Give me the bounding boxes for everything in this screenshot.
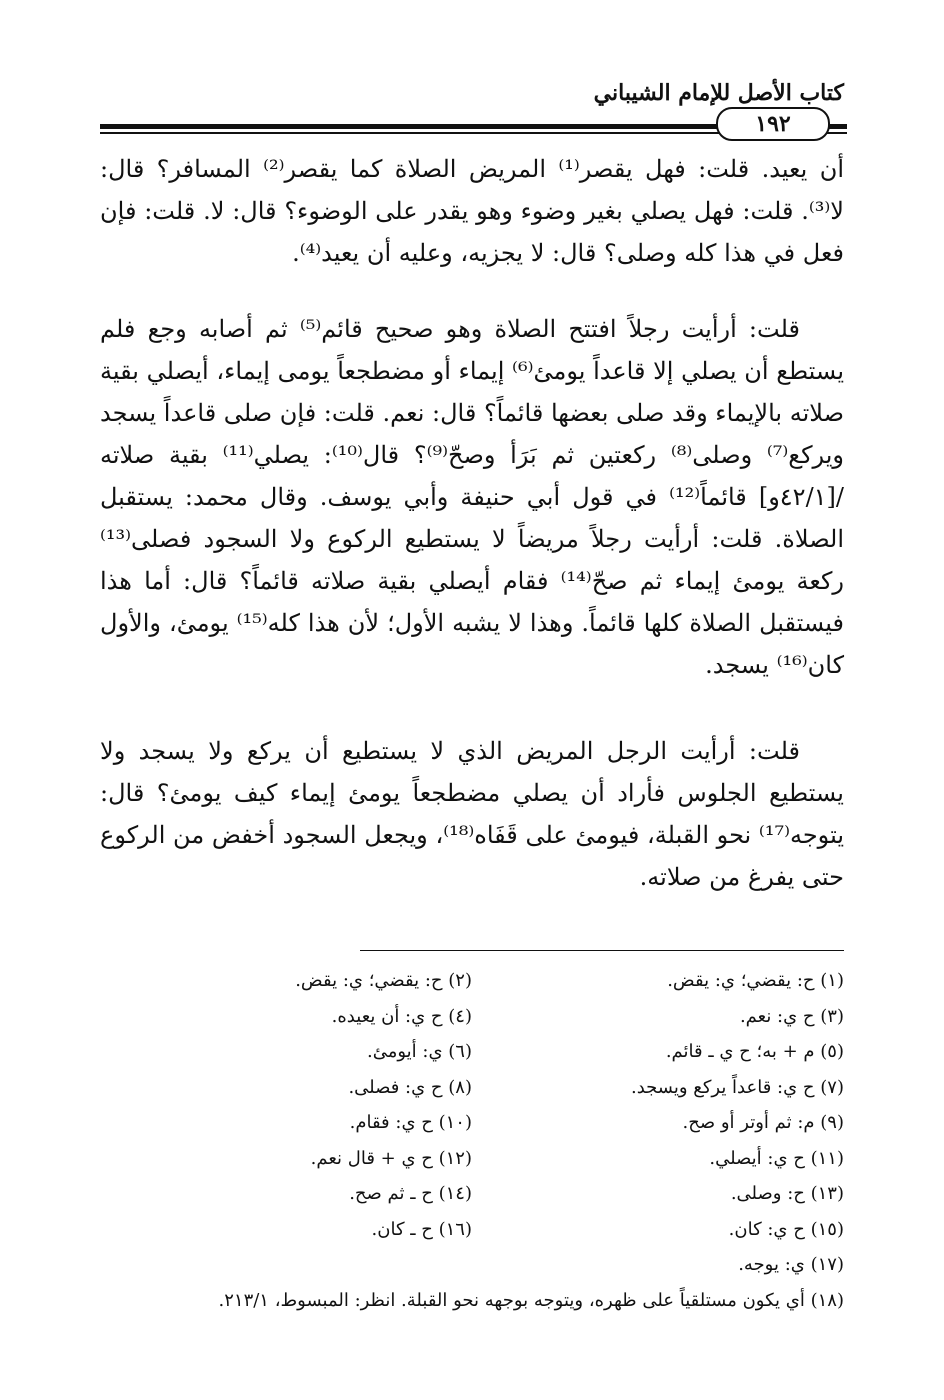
footnote-row [100, 1212, 844, 1248]
footnote-separator [360, 950, 844, 951]
footnote-row [100, 1070, 844, 1106]
footnote: (١٢) ح ي + قال نعم. [310, 1147, 472, 1169]
footnote-row [100, 963, 844, 999]
body-text [100, 148, 844, 898]
footnote: (١٠) ح ي: فقام. [349, 1112, 472, 1133]
footnote: (٥) م + به؛ ح ي ـ قائم. [665, 1041, 844, 1062]
footnote: (١٨) أي يكون مستلقياً على ظهره، ويتوجه بوجهه نحو القبلة. انظر: المبسوط، ٢١٣/١. [218, 1289, 844, 1311]
footnote: (٨) ح ي: فصلى. [348, 1076, 472, 1098]
footnote: (٤) ح ي: أن يعيده. [331, 1005, 472, 1027]
footnote: (١٥) ح ي: كان. [728, 1218, 844, 1240]
footnote-row [100, 1176, 844, 1212]
running-header-title: كتاب الأصل للإمام الشيباني [593, 80, 844, 106]
footnote: (٧) ح ي: قاعداً يركع ويسجد. [630, 1076, 844, 1098]
footnotes [100, 963, 844, 1318]
footnote: (٢) ح: يقضي؛ ي: يقض. [295, 970, 472, 991]
page-number: ١٩٢ [716, 107, 830, 141]
footnote: (١١) ح ي: أيصلي. [709, 1147, 844, 1169]
footnote: (١٦) ح ـ كان. [371, 1218, 472, 1240]
footnote-row [100, 1141, 844, 1177]
paragraph-1: أن يعيد. قلت: فهل يقصر⁽¹⁾ المريض الصلاة كما يقصر⁽²⁾ المسافر؟ قال: لا⁽³⁾. قلت: فهل يصلي بغير وضوء وهو يقدر على الوضوء؟ قال: لا. قلت: فإن فعل في هذا كله وصلى؟ قال: لا يجزيه، وعليه أن يعيد⁽⁴⁾. [100, 155, 844, 267]
paragraph-2: قلت: أرأيت رجلاً افتتح الصلاة وهو صحيح قائم⁽⁵⁾ ثم أصابه وجع فلم يستطع أن يصلي إلا قاعداً يومئ⁽⁶⁾ إيماء أو مضطجعاً يومى إيماء، أيصلي بقية صلاته بالإيماء وقد صلى بعضها قائماً؟ قال: نعم. قلت: فإن صلى قاعداً يسجد ويركع⁽⁷⁾ وصلى⁽⁸⁾ ركعتين ثم بَرَأ وصحّ⁽⁹⁾؟ قال⁽¹⁰⁾: يصلي⁽¹¹⁾ بقية صلاته /[٤٢/١و] قائماً⁽¹²⁾ في قول أبي حنيفة وأبي يوسف. وقال محمد: يستقبل الصلاة. قلت: أرأيت رجلاً مريضاً لا يستطيع الركوع ولا السجود فصلى⁽¹³⁾ ركعة يومئ إيماء ثم صحّ⁽¹⁴⁾ فقام أيصلي بقية صلاته قائماً؟ قال: أما هذا فيستقبل الصلاة كلها قائماً. وهذا لا يشبه الأول؛ لأن هذا كله⁽¹⁵⁾ يومئ، والأول كان⁽¹⁶⁾ يسجد. [100, 315, 845, 679]
footnote: (١٣) ح: وصلى. [730, 1183, 844, 1204]
footnote: (١٤) ح ـ ثم صح. [349, 1183, 472, 1204]
footnote-row [100, 999, 844, 1035]
footnote: (١٧) ي: يوجه. [738, 1254, 844, 1275]
footnote: (٦) ي: أيومئ. [367, 1041, 472, 1062]
footnote: (٣) ح ي: نعم. [739, 1005, 844, 1027]
footnote: (٩) م: ثم أوتر أو صح. [682, 1112, 844, 1133]
paragraph-3: قلت: أرأيت الرجل المريض الذي لا يستطيع أن يركع ولا يسجد ولا يستطيع الجلوس فأراد أن يصلي مضطجعاً يومئ إيماء كيف يومئ؟ قال: يتوجه⁽¹⁷⁾ نحو القبلة، فيومئ على قَفَاه⁽¹⁸⁾، ويجعل السجود أخفض من الركوع حتى يفرغ من صلاته. [100, 737, 844, 891]
footnote: (١) ح: يقضي؛ ي: يقض. [667, 970, 844, 991]
footnote-row [100, 1034, 844, 1070]
footnote-row [100, 1105, 844, 1141]
